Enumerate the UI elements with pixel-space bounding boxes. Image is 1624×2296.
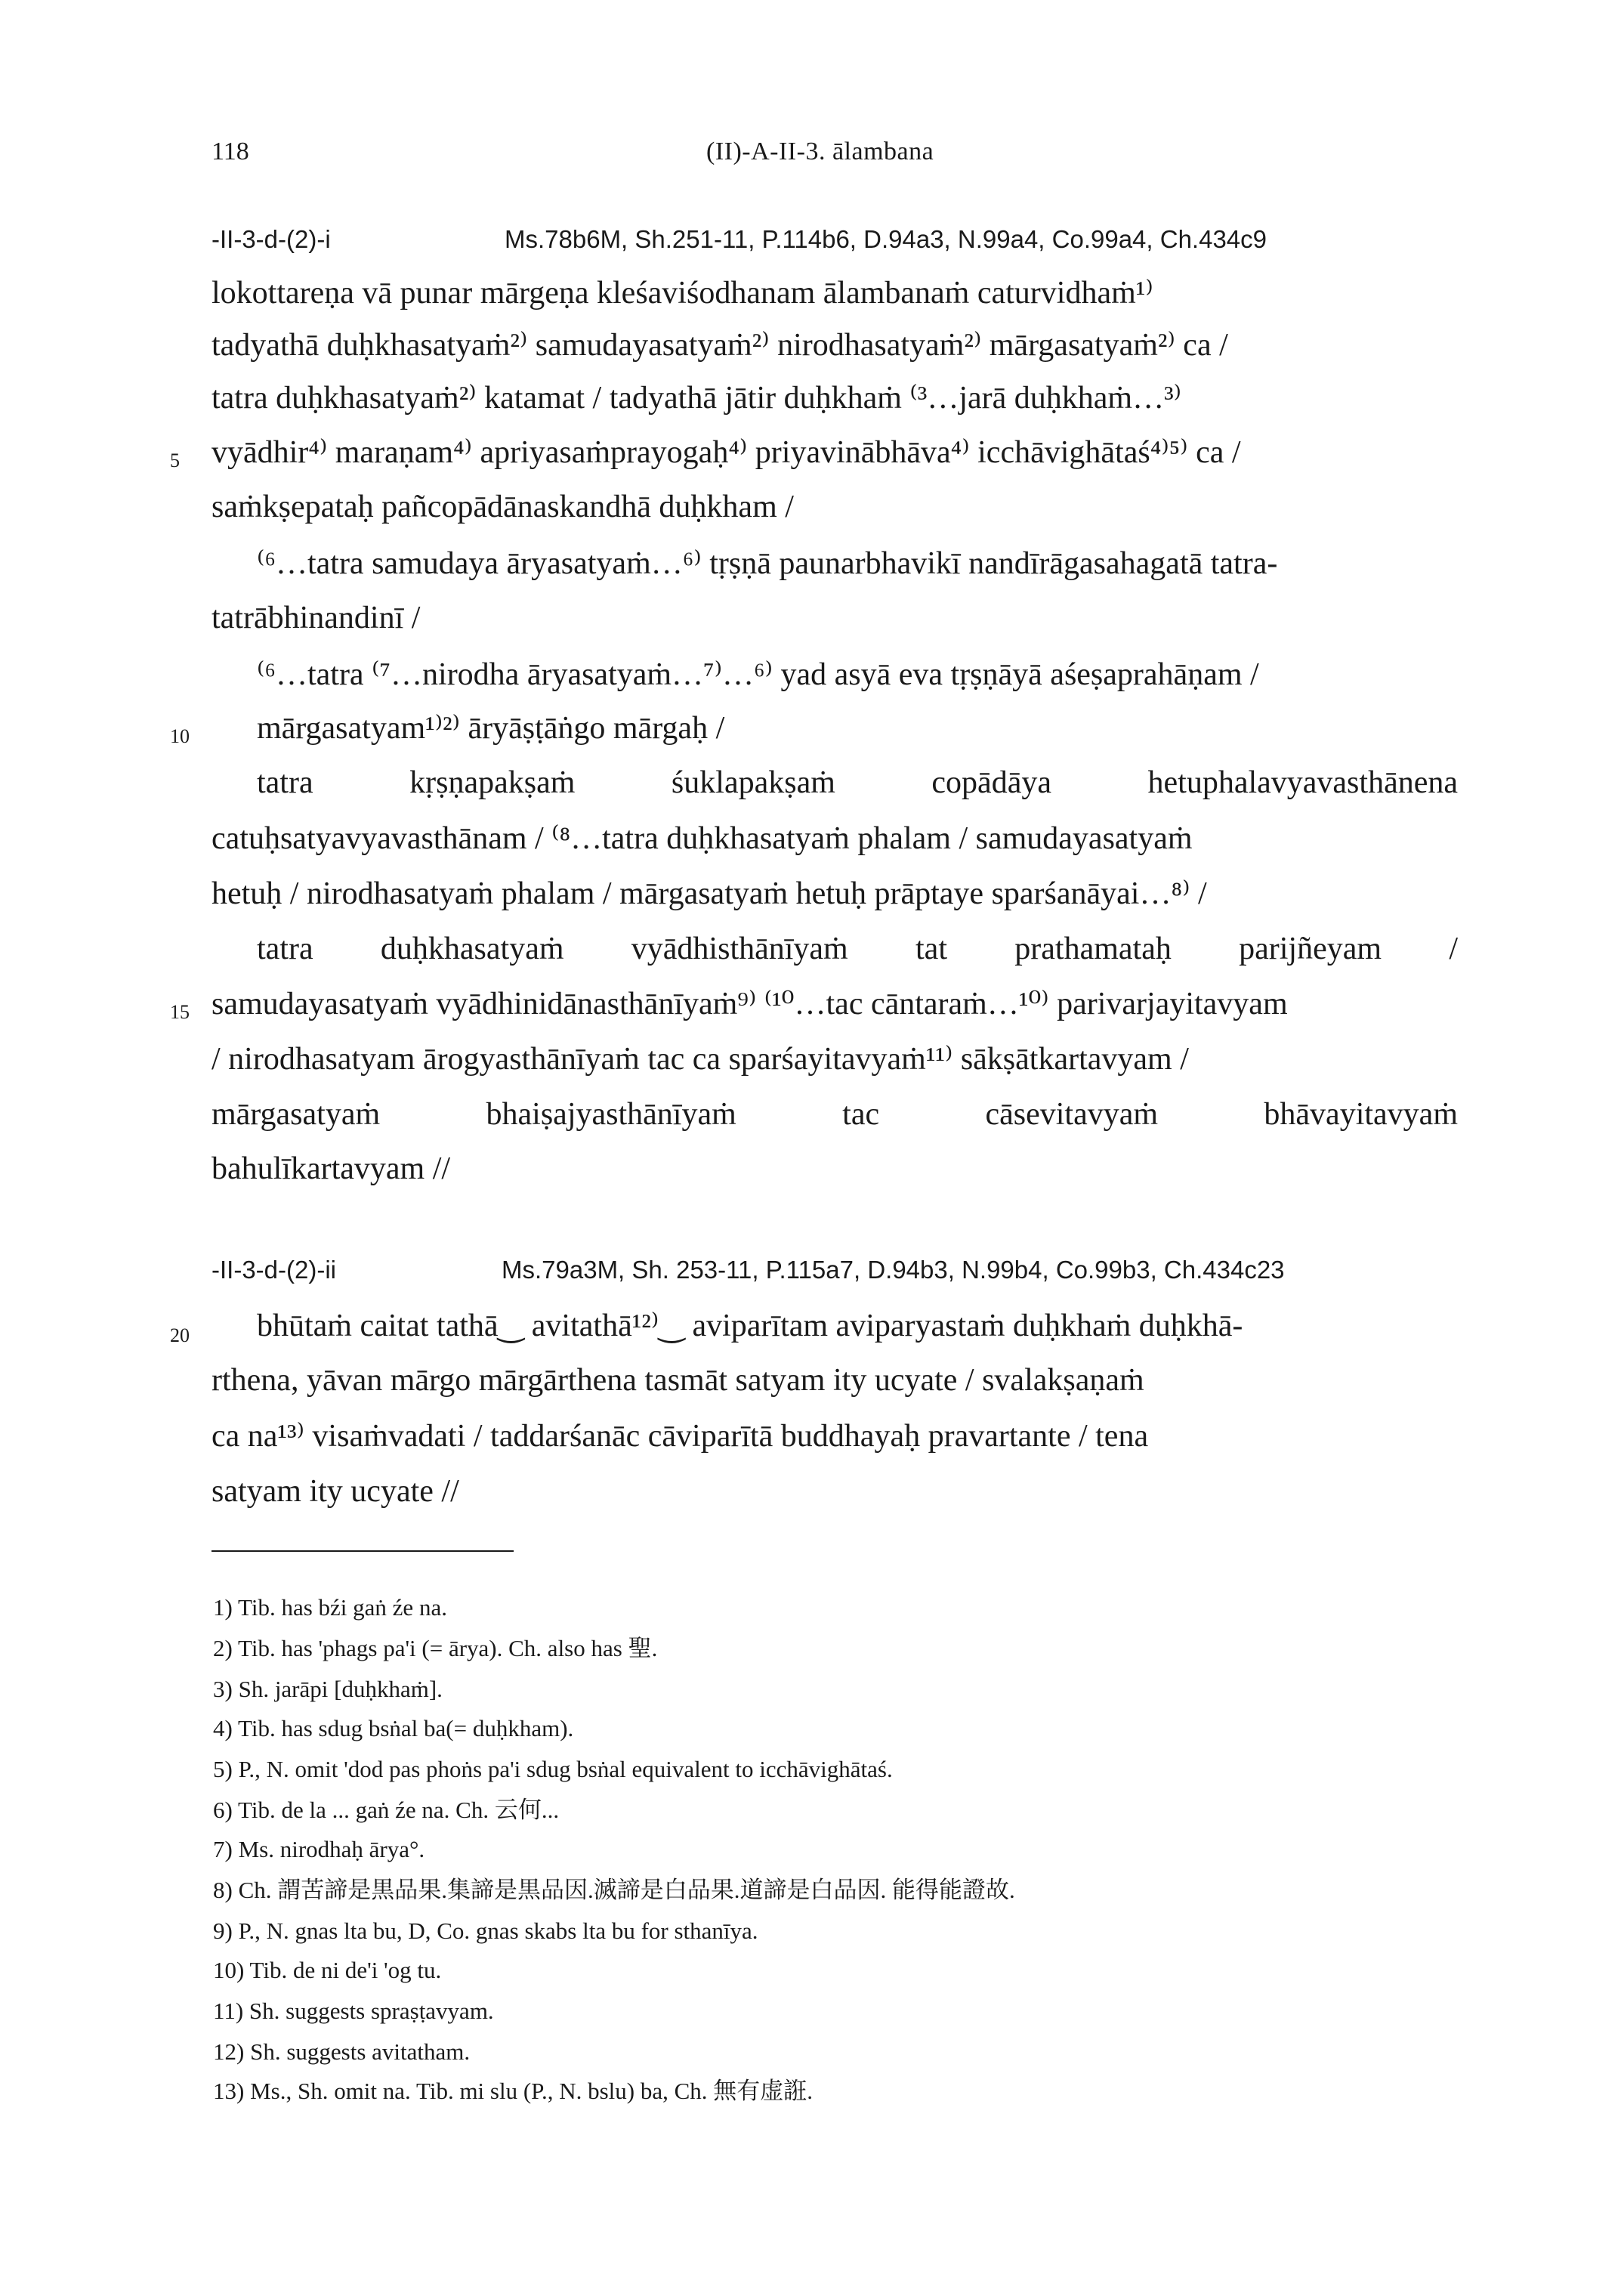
- page-header: [211, 138, 1503, 175]
- line-number: 15: [170, 1001, 190, 1023]
- footnote-9: 9) P., N. gnas lta bu, D, Co. gnas skabs lta bu for sthanīya.: [213, 1917, 758, 1944]
- text-line-9: mārgasatyam¹⁾²⁾ āryāṣṭāṅgo mārgaḥ /: [257, 711, 725, 746]
- footnote-rule: [211, 1550, 514, 1552]
- footnote-11: 11) Sh. suggests spraṣṭavyam.: [213, 1998, 494, 2024]
- line-number: 10: [170, 725, 190, 747]
- text-line-17: bahulīkartavyam //: [211, 1151, 451, 1186]
- text-line-11: catuḥsatyavyavasthānam / ⁽⁸…tatra duḥkhasatyaṁ phalam / samudayasatyaṁ: [211, 821, 1193, 856]
- text-line-20: ca na¹³⁾ visaṁvadati / taddarśanāc cāviparītā buddhayaḥ pravartante / tena: [211, 1419, 1149, 1454]
- footnote-3: 3) Sh. jarāpi [duḥkhaṁ].: [213, 1676, 443, 1702]
- footnote-7: 7) Ms. nirodhaḥ ārya°.: [213, 1836, 425, 1862]
- footnote-10: 10) Tib. de ni de'i 'og tu.: [213, 1957, 442, 1983]
- text-line-6: ⁽⁶…tatra samudaya āryasatyaṁ…⁶⁾ tṛṣṇā paunarbhavikī nandīrāgasahagatā tatra-: [257, 546, 1278, 581]
- text-line-19: rthena, yāvan mārgo mārgārthena tasmāt satyam ity ucyate / svalakṣaṇaṁ: [211, 1363, 1144, 1398]
- manuscript-references: Ms.79a3M, Sh. 253-11, P.115a7, D.94b3, N.99b4, Co.99b3, Ch.434c23: [502, 1256, 1285, 1284]
- footnote-4: 4) Tib. has sdug bsṅal ba(= duḥkham).: [213, 1715, 574, 1741]
- text-line-1: lokottareṇa vā punar mārgeṇa kleśaviśodhanam ālambanaṁ caturvidhaṁ¹⁾: [211, 276, 1153, 311]
- manuscript-references: Ms.78b6M, Sh.251-11, P.114b6, D.94a3, N.99a4, Co.99a4, Ch.434c9: [505, 225, 1267, 253]
- text-line-7: tatrābhinandinī /: [211, 601, 421, 635]
- text-line-10: tatra kṛṣṇapakṣaṁ śuklapakṣaṁ copādāya hetuphalavyavasthānena: [257, 765, 1458, 800]
- footnote-5: 5) P., N. omit 'dod pas phoṅs pa'i sdug bsṅal equivalent to icchāvighātaś.: [213, 1756, 893, 1782]
- footnote-1: 1) Tib. has bźi gaṅ źe na.: [213, 1594, 447, 1621]
- page-number: 118: [211, 138, 249, 165]
- section-reference: [211, 1256, 1503, 1293]
- text-line-3: tatra duḥkhasatyaṁ²⁾ katamat / tadyathā jātir duḥkhaṁ ⁽³…jarā duḥkhaṁ…³⁾: [211, 381, 1181, 416]
- text-line-14: samudayasatyaṁ vyādhinidānasthānīyaṁ⁹⁾ ⁽¹⁰…tac cāntaraṁ…¹⁰⁾ parivarjayitavyam: [211, 987, 1288, 1021]
- text-line-18: bhūtaṁ caitat tathā‿ avitathā¹²⁾‿ aviparītam aviparyastaṁ duḥkhaṁ duḥkhā-: [257, 1309, 1243, 1343]
- line-number: 5: [170, 450, 180, 471]
- footnote-8: 8) Ch. 謂苦諦是黒品果.集諦是黒品因.滅諦是白品果.道諦是白品因. 能得能證故.: [213, 1877, 1015, 1903]
- text-line-12: hetuḥ / nirodhasatyaṁ phalam / mārgasatyaṁ hetuḥ prāptaye sparśanāyai…⁸⁾ /: [211, 876, 1207, 911]
- text-line-15: / nirodhasatyam ārogyasthānīyaṁ tac ca sparśayitavyaṁ¹¹⁾ sākṣātkartavyam /: [211, 1042, 1189, 1077]
- text-line-8: ⁽⁶…tatra ⁽⁷…nirodha āryasatyaṁ…⁷⁾…⁶⁾ yad asyā eva tṛṣṇāyā aśeṣaprahāṇam /: [257, 657, 1259, 692]
- section-id: -II-3-d-(2)-ii: [211, 1256, 336, 1284]
- footnote-6: 6) Tib. de la ... gaṅ źe na. Ch. 云何...: [213, 1797, 560, 1823]
- footnote-2: 2) Tib. has 'phags pa'i (= ārya). Ch. also has 聖.: [213, 1635, 658, 1661]
- footnote-12: 12) Sh. suggests avitatham.: [213, 2038, 471, 2065]
- text-line-4: vyādhir⁴⁾ maraṇam⁴⁾ apriyasaṁprayogaḥ⁴⁾ priyavinābhāva⁴⁾ icchāvighātaś⁴⁾⁵⁾ ca /: [211, 435, 1241, 470]
- line-number: 20: [170, 1324, 190, 1346]
- text-line-13: tatra duḥkhasatyaṁ vyādhisthānīyaṁ tat prathamataḥ parijñeyam /: [257, 932, 1458, 966]
- text-line-21: satyam ity ucyate //: [211, 1474, 459, 1509]
- footnote-13: 13) Ms., Sh. omit na. Tib. mi slu (P., N. bslu) ba, Ch. 無有虚誑.: [213, 2078, 814, 2104]
- text-line-2: tadyathā duḥkhasatyaṁ²⁾ samudayasatyaṁ²⁾ nirodhasatyaṁ²⁾ mārgasatyaṁ²⁾ ca /: [211, 328, 1228, 363]
- text-line-5: saṁkṣepataḥ pañcopādānaskandhā duḥkham /: [211, 490, 794, 524]
- running-head: (II)-A-II-3. ālambana: [706, 138, 934, 165]
- section-id: -II-3-d-(2)-i: [211, 225, 331, 253]
- section-reference: [211, 225, 1503, 263]
- text-line-16: mārgasatyaṁ bhaiṣajyasthānīyaṁ tac cāsevitavyaṁ bhāvayitavyaṁ: [211, 1097, 1458, 1132]
